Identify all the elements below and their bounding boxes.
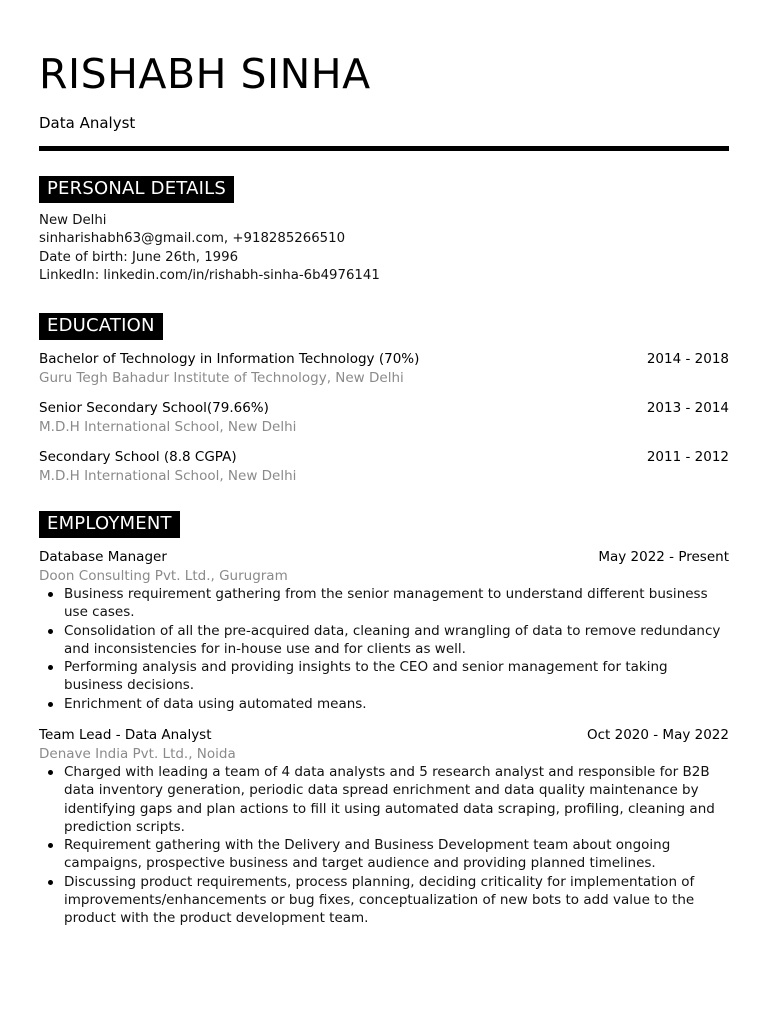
company-name: Doon Consulting Pvt. Ltd., Gurugram [39, 567, 288, 584]
job-bullet: Charged with leading a team of 4 data analysts and 5 research analyst and responsible for B2B data inventory generation, periodic data spread enrichment and data quality maintenance by identifying gaps and plan actions to fill it using automated data scraping, profiling, cleaning and prediction scripts. [64, 763, 729, 836]
job-dates: Oct 2020 - May 2022 [586, 727, 729, 743]
education-years: 2013 - 2014 [646, 400, 729, 416]
job-title: Team Lead - Data Analyst [39, 727, 212, 743]
job-bullet: Enrichment of data using automated means. [64, 695, 729, 713]
job-dates: May 2022 - Present [598, 549, 729, 565]
header-divider [39, 146, 729, 151]
linkedin-text: LinkedIn: linkedin.com/in/rishabh-sinha-6b4976141 [39, 268, 380, 284]
degree-title: Senior Secondary School(79.66%) [39, 400, 269, 416]
section-title-education: EDUCATION [39, 313, 163, 340]
school-name: M.D.H International School, New Delhi [39, 418, 297, 435]
job-bullet: Performing analysis and providing insights to the CEO and senior management for taking business decisions. [64, 658, 729, 695]
education-section [39, 313, 729, 340]
contact-text: sinharishabh63@gmail.com, +918285266510 [39, 231, 346, 247]
section-title-employment: EMPLOYMENT [39, 511, 180, 538]
degree-title: Secondary School (8.8 CGPA) [39, 449, 237, 465]
personal-details-list [39, 212, 729, 286]
job-bullet: Business requirement gathering from the senior management to understand different business use cases. [64, 585, 729, 622]
job-bullets [39, 763, 729, 928]
school-name: Guru Tegh Bahadur Institute of Technology, New Delhi [39, 369, 404, 386]
education-entry [39, 448, 729, 485]
education-years: 2014 - 2018 [646, 351, 729, 367]
job-entry [39, 726, 729, 928]
job-entry [39, 548, 729, 713]
employment-section [39, 511, 729, 538]
candidate-name: RISHABH SINHA [39, 50, 371, 98]
dob-text: Date of birth: June 26th, 1996 [39, 249, 239, 265]
education-entry [39, 350, 729, 387]
job-title: Database Manager [39, 549, 167, 565]
job-bullet: Consolidation of all the pre-acquired data, cleaning and wrangling of data to remove redundancy and inconsistencies for in-house use and for clients as well. [64, 622, 729, 659]
education-entry [39, 399, 729, 436]
company-name: Denave India Pvt. Ltd., Noida [39, 745, 236, 762]
education-years: 2011 - 2012 [646, 449, 729, 465]
school-name: M.D.H International School, New Delhi [39, 467, 297, 484]
degree-title: Bachelor of Technology in Information Technology (70%) [39, 351, 420, 367]
candidate-role: Data Analyst [39, 114, 136, 132]
section-title-personal: PERSONAL DETAILS [39, 176, 234, 203]
personal-details-section [39, 176, 729, 286]
location-text: New Delhi [39, 213, 107, 228]
job-bullets [39, 585, 729, 713]
job-bullet: Requirement gathering with the Delivery and Business Development team about ongoing campaigns, prospective business and target audience and providing planned timelines. [64, 836, 729, 873]
job-bullet: Discussing product requirements, process planning, deciding criticality for implementation of improvements/enhancements or bug fixes, conceptualization of new bots to add value to the product with the product development team. [64, 873, 729, 928]
